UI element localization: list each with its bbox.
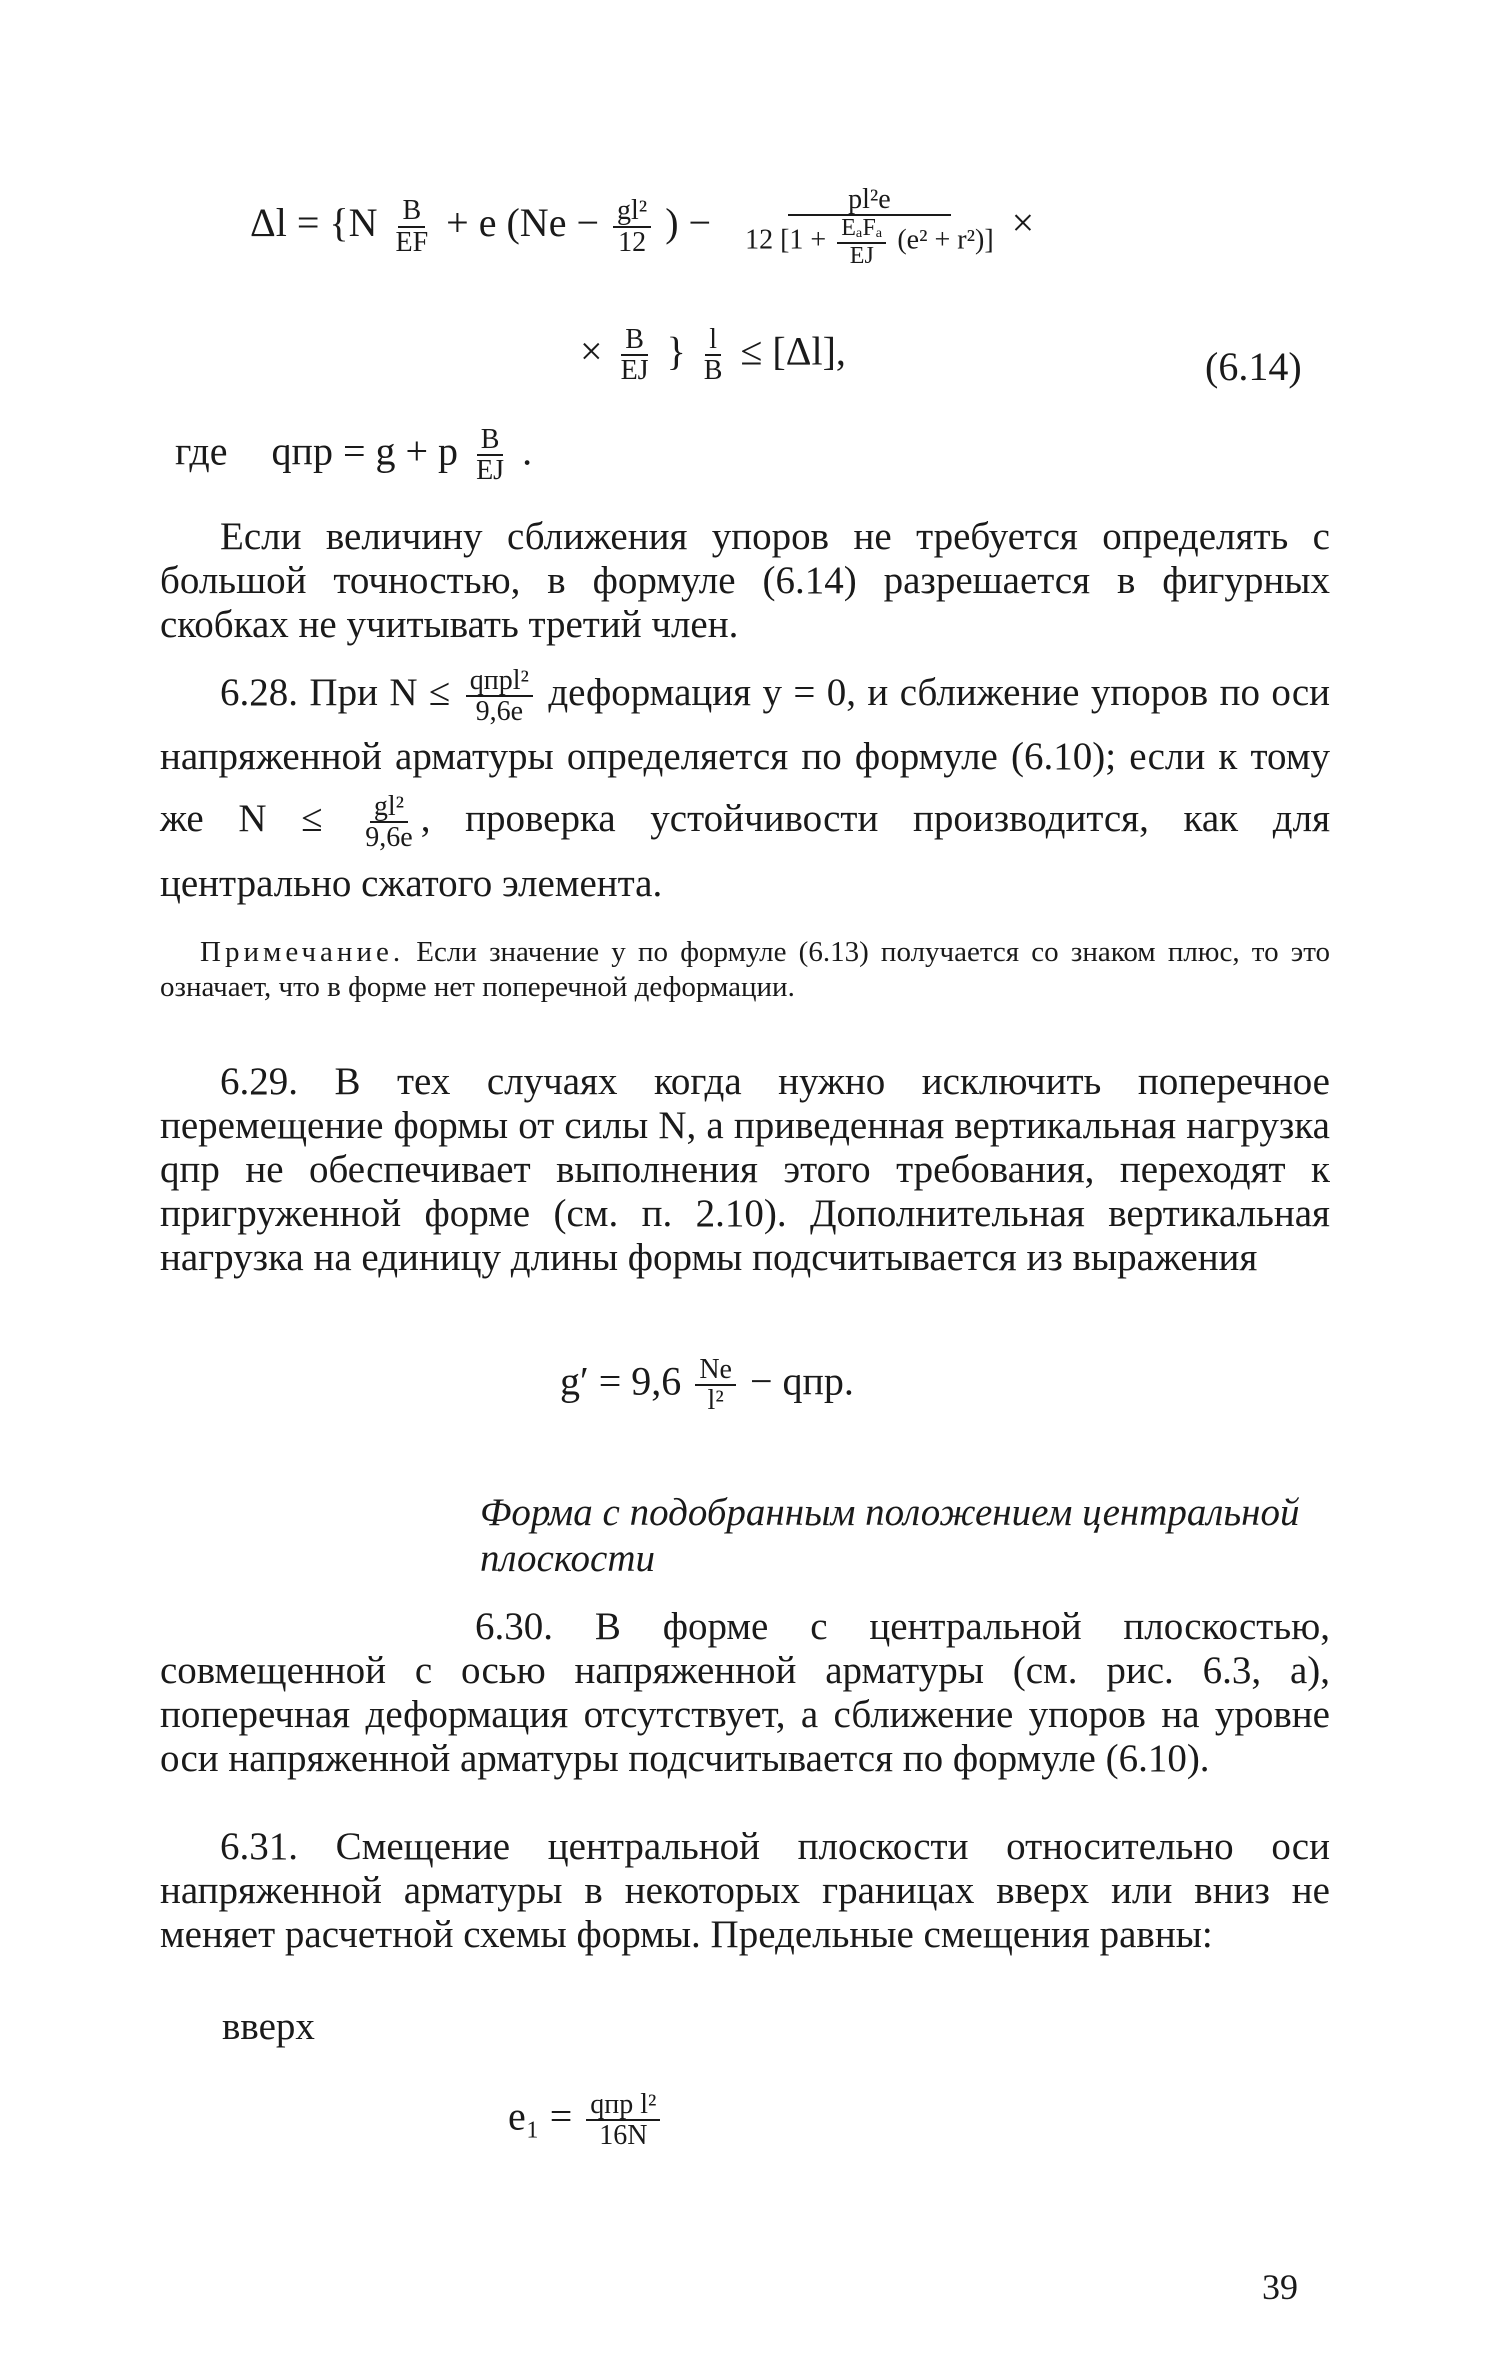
- formula-6-14-line1: [250, 185, 1034, 269]
- numerator: qпр l²: [586, 2090, 660, 2121]
- paragraph-6-29: [160, 1060, 1330, 1280]
- section-heading: Форма с подобранным положением центральной плоскости: [480, 1491, 1300, 1580]
- numerator: qпрl²: [466, 666, 533, 697]
- where-line: [175, 425, 532, 486]
- formula-text: g′ = 9,6: [560, 1358, 682, 1404]
- paragraph-6-30: [160, 1605, 1330, 1781]
- formula-text: Δl = {N: [250, 200, 378, 246]
- fraction: [695, 1355, 736, 1416]
- formula-g-prime: [560, 1355, 854, 1416]
- formula-text: ×: [1011, 200, 1035, 246]
- numerator: Ne: [695, 1355, 736, 1386]
- formula-text: .: [522, 428, 533, 474]
- paragraph-text: деформация y = 0, и сближение упоров по оси напряженной арматуры определяется по формуле (6.10); если к тому же N ≤: [160, 671, 1331, 841]
- formula-6-14-line2: [580, 325, 846, 386]
- formula-text: ) −: [665, 200, 712, 246]
- formula-text: − qпр.: [749, 1358, 854, 1404]
- numerator: gl²: [613, 196, 651, 227]
- paragraph-6-28: [160, 662, 1330, 915]
- paragraph-text: , проверка устойчивости производится, как для центрально сжатого элемента.: [160, 797, 1331, 905]
- paragraph-1: [160, 515, 1330, 647]
- formula-text: (e² + r²)]: [897, 225, 994, 256]
- formula-text: e₁ =: [508, 2093, 573, 2139]
- paragraph-text: 6.28. При N ≤: [220, 671, 451, 714]
- formula-text: 12 [1 +: [745, 225, 827, 256]
- paragraph-text: Если величину сближения упоров не требуется определять с большой точностью, в формуле (6.14) разрешается в фигурных скобках не учитывать третий член.: [160, 515, 1330, 646]
- fraction: [472, 425, 508, 486]
- fraction: [361, 792, 416, 853]
- equation-number: (6.14): [1205, 344, 1302, 389]
- denominator: EJ: [620, 355, 649, 387]
- formula-text: + e (Ne −: [446, 200, 600, 246]
- paragraph-text: 6.29. В тех случаях когда нужно исключить поперечное перемещение формы от силы N, а приведенная вертикальная нагрузка qпр не обеспечивает выполнения этого требования, переходят к пригруженной форме (см. п. 2.10). Дополнительная вертикальная нагрузка на единицу длины формы подсчитывается из выражения: [160, 1060, 1330, 1279]
- numerator: EₐFₐ: [837, 216, 886, 243]
- denominator: EF: [395, 226, 429, 258]
- denominator: [741, 216, 998, 268]
- numerator: l: [705, 325, 721, 356]
- fraction: [391, 196, 432, 257]
- fraction: [617, 325, 653, 386]
- numerator: B: [398, 196, 425, 227]
- paragraph-text: 6.31. Смещение центральной плоскости относительно оси напряженной арматуры в некоторых границах вверх или вниз не меняет расчетной схемы формы. Предельные смещения равны:: [160, 1825, 1330, 1956]
- numerator: B: [621, 325, 648, 356]
- formula-text: qпр = g + p: [271, 428, 459, 474]
- fraction: [613, 196, 651, 257]
- note-label: Примечание.: [200, 936, 405, 968]
- numerator: gl²: [370, 792, 408, 823]
- denominator: 16N: [599, 2120, 648, 2152]
- fraction: [700, 325, 727, 386]
- paragraph-6-31: [160, 1825, 1330, 1957]
- fraction: [586, 2090, 660, 2151]
- formula-text: ×: [580, 328, 603, 374]
- formula-text: }: [666, 328, 686, 374]
- fraction: [837, 216, 886, 268]
- denominator: EJ: [476, 455, 505, 487]
- numerator: B: [477, 425, 504, 456]
- denominator: l²: [707, 1385, 724, 1417]
- denominator: EJ: [849, 242, 874, 269]
- denominator: B: [703, 355, 723, 387]
- numerator: pl²e: [788, 185, 951, 216]
- formula-text: ≤ [Δl],: [740, 328, 846, 374]
- fraction: [741, 185, 998, 269]
- note-text: Если значение y по формуле (6.13) получается со знаком плюс, то это означает, что в форме нет поперечной деформации.: [160, 936, 1331, 1003]
- denominator: 9,6e: [365, 822, 413, 854]
- word-up: вверх: [222, 2005, 315, 2048]
- formula-e1: [508, 2090, 664, 2151]
- paragraph-text: 6.30. В форме с центральной плоскостью, совмещенной с осью напряженной арматуры (см. рис. 6.3, а), поперечная деформация отсутствует, а сближение упоров на уровне оси напряженной арматуры подсчитывается по формуле (6.10).: [160, 1605, 1330, 1780]
- note: [160, 935, 1330, 1005]
- page-number: 39: [1262, 2267, 1298, 2307]
- denominator: 9,6e: [475, 696, 524, 728]
- denominator: 12: [618, 226, 647, 258]
- where-word: где: [175, 428, 228, 474]
- fraction: [466, 666, 533, 727]
